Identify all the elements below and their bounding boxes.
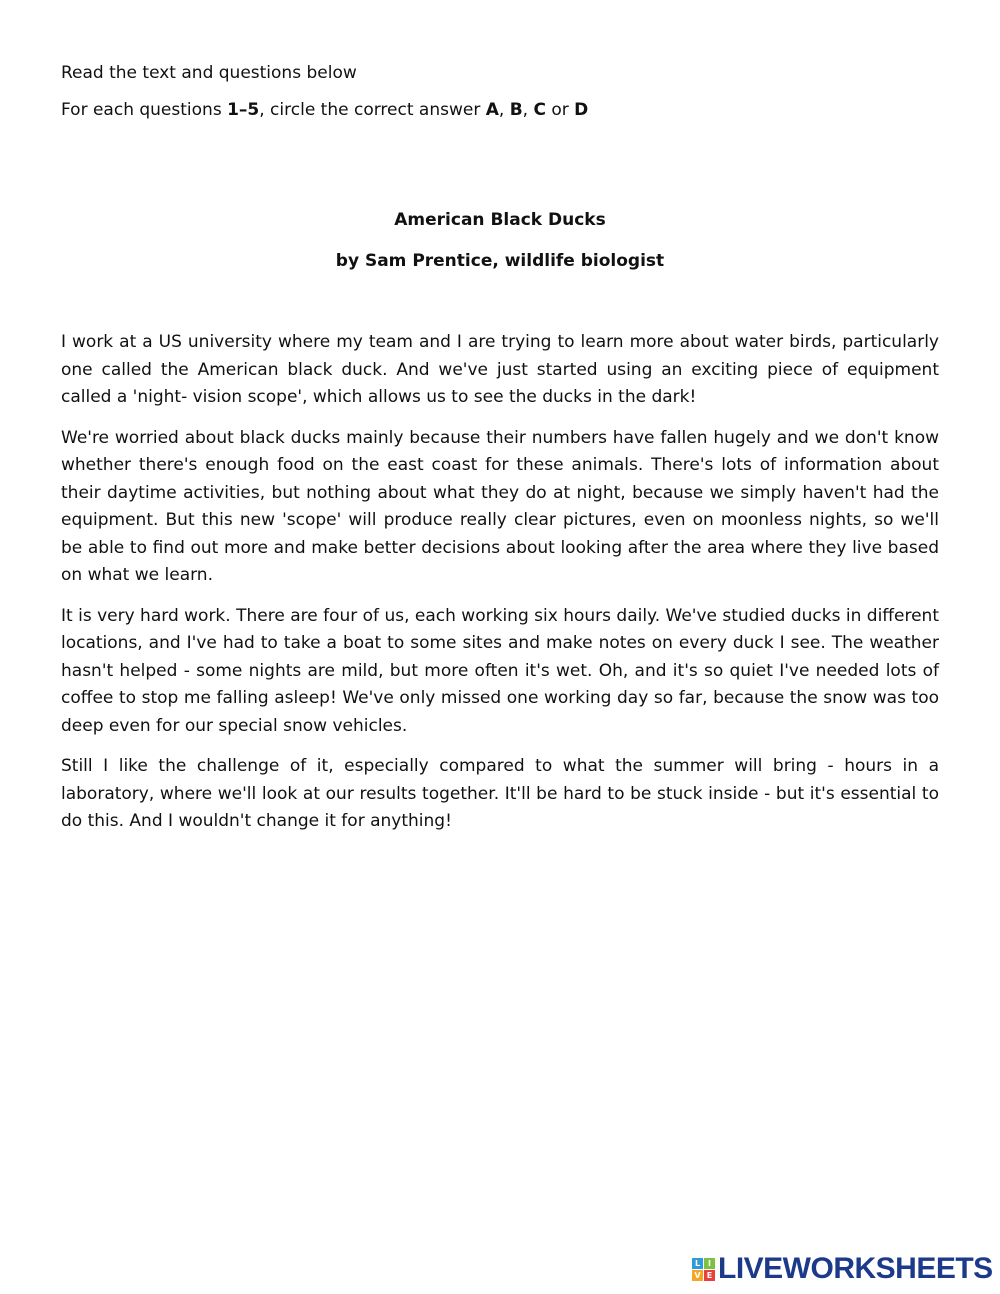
instruction-middle: , circle the correct answer <box>259 100 486 120</box>
separator-or: or <box>545 100 575 120</box>
liveworksheets-logo-icon <box>692 1258 715 1281</box>
separator-2: , <box>522 100 534 120</box>
article-byline: by Sam Prentice, wildlife biologist <box>335 251 665 271</box>
logo-text: LIVEWORKSHEETS <box>718 1252 993 1285</box>
liveworksheets-logo <box>692 1252 993 1286</box>
separator-1: , <box>498 100 510 120</box>
logo-mark-e: E <box>704 1270 715 1281</box>
article-header <box>61 207 939 289</box>
instructions <box>61 60 941 134</box>
article-paragraph-1: I work at a US university where my team and I are trying to learn more about water birds, particularly one called the American black duck. And we've just started using an exciting piece of equipment called a 'night- vision scope', which allows us to see the ducks in the dark! <box>61 332 939 407</box>
question-range: 1–5 <box>227 100 260 120</box>
instruction-line-1: Read the text and questions below <box>61 63 357 83</box>
instruction-line-2 <box>61 97 941 124</box>
logo-mark-l: L <box>692 1258 703 1269</box>
article-paragraph-2: We're worried about black ducks mainly because their numbers have fallen hugely and we don't know whether there's enough food on the east coast for these animals. There's lots of information about their daytime activities, but nothing about what they do at night, because we simply haven't had the equipment. But this new 'scope' will produce really clear pictures, even on moonless nights, so we'll be able to find out more and make better decisions about looking after the area where they live based on what we learn. <box>61 427 939 585</box>
article-paragraph-3: It is very hard work. There are four of us, each working six hours daily. We've studied ducks in different locations, and I've had to take a boat to some sites and make notes on every duck I see. The weather hasn't helped - some nights are mild, but more often it's wet. Oh, and it's so quiet I've needed lots of coffee to stop me falling asleep! We've only missed one working day so far, because the snow was too deep even for our special snow vehicles. <box>61 605 939 736</box>
article-body <box>61 329 939 849</box>
option-a: A <box>485 100 499 120</box>
option-b: B <box>509 100 523 120</box>
article-title: American Black Ducks <box>394 210 606 230</box>
option-c: C <box>533 100 546 120</box>
logo-mark-i: I <box>704 1258 715 1269</box>
article-paragraph-4: Still I like the challenge of it, especially compared to what the summer will bring - hours in a laboratory, where we'll look at our results together. It'll be hard to be stuck inside - but it's essential to do this. And I wouldn't change it for anything! <box>61 756 939 831</box>
option-d: D <box>574 100 589 120</box>
instruction-prefix: For each questions <box>61 100 228 120</box>
logo-mark-v: V <box>692 1270 703 1281</box>
